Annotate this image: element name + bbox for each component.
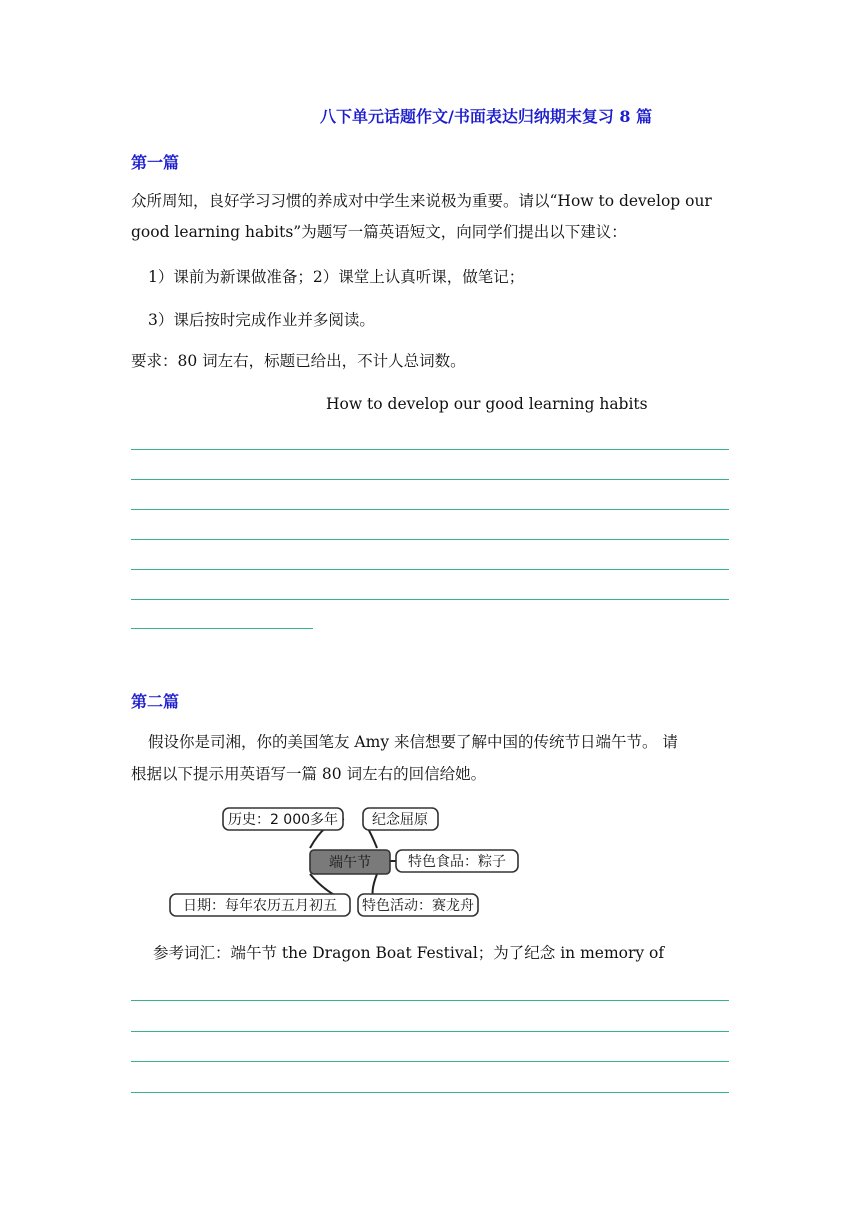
answer-line — [131, 509, 729, 510]
section1-requirement: 要求：80 词左右，标题已给出，不计人总词数。 — [131, 352, 466, 370]
section2-intro-line1: 假设你是司湘，你的美国笔友 Amy 来信想要了解中国的传统节日端午节。 请 — [148, 733, 678, 751]
answer-line — [131, 539, 729, 540]
answer-line — [131, 599, 729, 600]
document-title: 八下单元话题作文/书面表达归纳期末复习 8 篇 — [320, 107, 653, 126]
answer-line-short — [131, 628, 313, 629]
answer-line — [131, 1092, 729, 1093]
memory-label: 纪念屈原 — [372, 812, 428, 828]
section1-heading: 第一篇 — [131, 153, 180, 172]
history-label: 历史：2 000多年 — [227, 812, 339, 828]
answer-line — [131, 1000, 729, 1001]
answer-line — [131, 1061, 729, 1062]
vocab-hint: 参考词汇：端午节 the Dragon Boat Festival；为了纪念 in memory of — [153, 944, 665, 962]
section1-intro-line1: 众所周知，良好学习习惯的养成对中学生来说极为重要。请以“How to develop our — [131, 192, 712, 210]
activity-label: 特色活动：赛龙舟 — [362, 898, 474, 914]
answer-line — [131, 449, 729, 450]
section1-point2: 3）课后按时完成作业并多阅读。 — [148, 311, 375, 329]
section2-intro-line2: 根据以下提示用英语写一篇 80 词左右的回信给她。 — [131, 765, 487, 783]
section1-intro-line2: good learning habits”为题写一篇英语短文，向同学们提出以下建议： — [131, 223, 627, 241]
dragon-boat-mindmap — [160, 800, 530, 920]
section1-point1: 1）课前为新课做准备；2）课堂上认真听课，做笔记； — [148, 268, 525, 286]
section2-heading: 第二篇 — [131, 692, 180, 711]
answer-line — [131, 479, 729, 480]
answer-line — [131, 569, 729, 570]
center-label: 端午节 — [329, 855, 371, 871]
answer-line — [131, 1031, 729, 1032]
food-label: 特色食品：粽子 — [408, 854, 506, 870]
essay-title: How to develop our good learning habits — [326, 395, 648, 413]
date-label: 日期：每年农历五月初五 — [183, 898, 337, 914]
